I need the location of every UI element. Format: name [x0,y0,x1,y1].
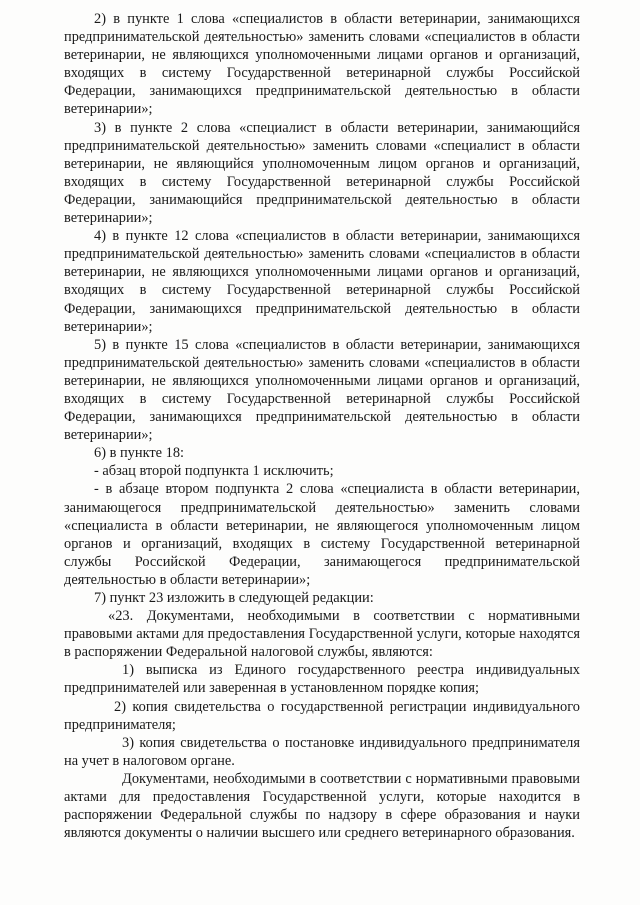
paragraph-item-6: 6) в пункте 18: [94,445,185,462]
quoted-subitem-2: 2) копия свидетельства о государственной регистрации индивидуального предпринимателя; [64,698,580,733]
quoted-item-23: «23. Документами, необходимыми в соответствии с нормативными правовыми актами для предоставления Государственной услуги, которые находятся в распоряжении Федеральной налоговой службы, являются: [64,608,580,661]
paragraph-item-6-sub-2: - в абзаце втором подпункта 2 слова «специалиста в области ветеринарии, занимающегося предпринимательской деятельностью» заменить словами «специалиста в области ветеринарии, не являющегося уполномоченным лицом органов и организаций, входящих в систему Государственной ветеринарной службы Российской Федерации, занимающегося предпринимательской деятельностью в области ветеринарии»; [64,481,580,588]
paragraph-item-4: 4) в пункте 12 слова «специалистов в области ветеринарии, занимающихся предпринимательской деятельностью» заменить словами «специалистов в области ветеринарии, не являющихся уполномоченными лицами органов и организаций, входящих в систему Государственной ветеринарной службы Российской Федерации, занимающихся предпринимательской деятельностью в области ветеринарии»; [64,228,580,335]
quoted-closing-paragraph: Документами, необходимыми в соответствии с нормативными правовыми актами для предоставления Государственной услуги, которые находится в распоряжении Федеральной службы по надзору в сфере образования и науки являются документы о наличии высшего или среднего ветеринарного образования. [64,770,580,842]
paragraph-item-3: 3) в пункте 2 слова «специалист в области ветеринарии, занимающийся предпринимательской деятельностью» заменить словами «специалист в области ветеринарии, не являющийся уполномоченным лицом органов и организаций, входящих в систему Государственной ветеринарной службы Российской Федерации, занимающийся предпринимательской деятельностью в области ветеринарии»; [64,119,580,227]
document-body [64,10,580,842]
paragraph-item-5: 5) в пункте 15 слова «специалистов в области ветеринарии, занимающихся предпринимательской деятельностью» заменить словами «специалистов в области ветеринарии, не являющихся уполномоченными лицами органов и организаций, входящих в систему Государственной ветеринарной службы Российской Федерации, занимающихся предпринимательской деятельностью в области ветеринарии»; [64,336,580,444]
paragraph-item-7: 7) пункт 23 изложить в следующей редакции: [94,590,374,606]
paragraph-item-6-sub-1: - абзац второй подпункта 1 исключить; [94,463,334,480]
paragraph-item-2: 2) в пункте 1 слова «специалистов в области ветеринарии, занимающихся предпринимательской деятельностью» заменить словами «специалистов в области ветеринарии, не являющихся уполномоченными лицами органов и организаций, входящих в систему Государственной ветеринарной службы Российской Федерации, занимающихся предпринимательской деятельностью в области ветеринарии»; [64,11,580,118]
quoted-subitem-3: 3) копия свидетельства о постановке индивидуального предпринимателя на учет в налоговом органе. [64,734,580,769]
quoted-subitem-1: 1) выписка из Единого государственного реестра индивидуальных предпринимателей или заверенная в установленном порядке копия; [64,662,580,697]
